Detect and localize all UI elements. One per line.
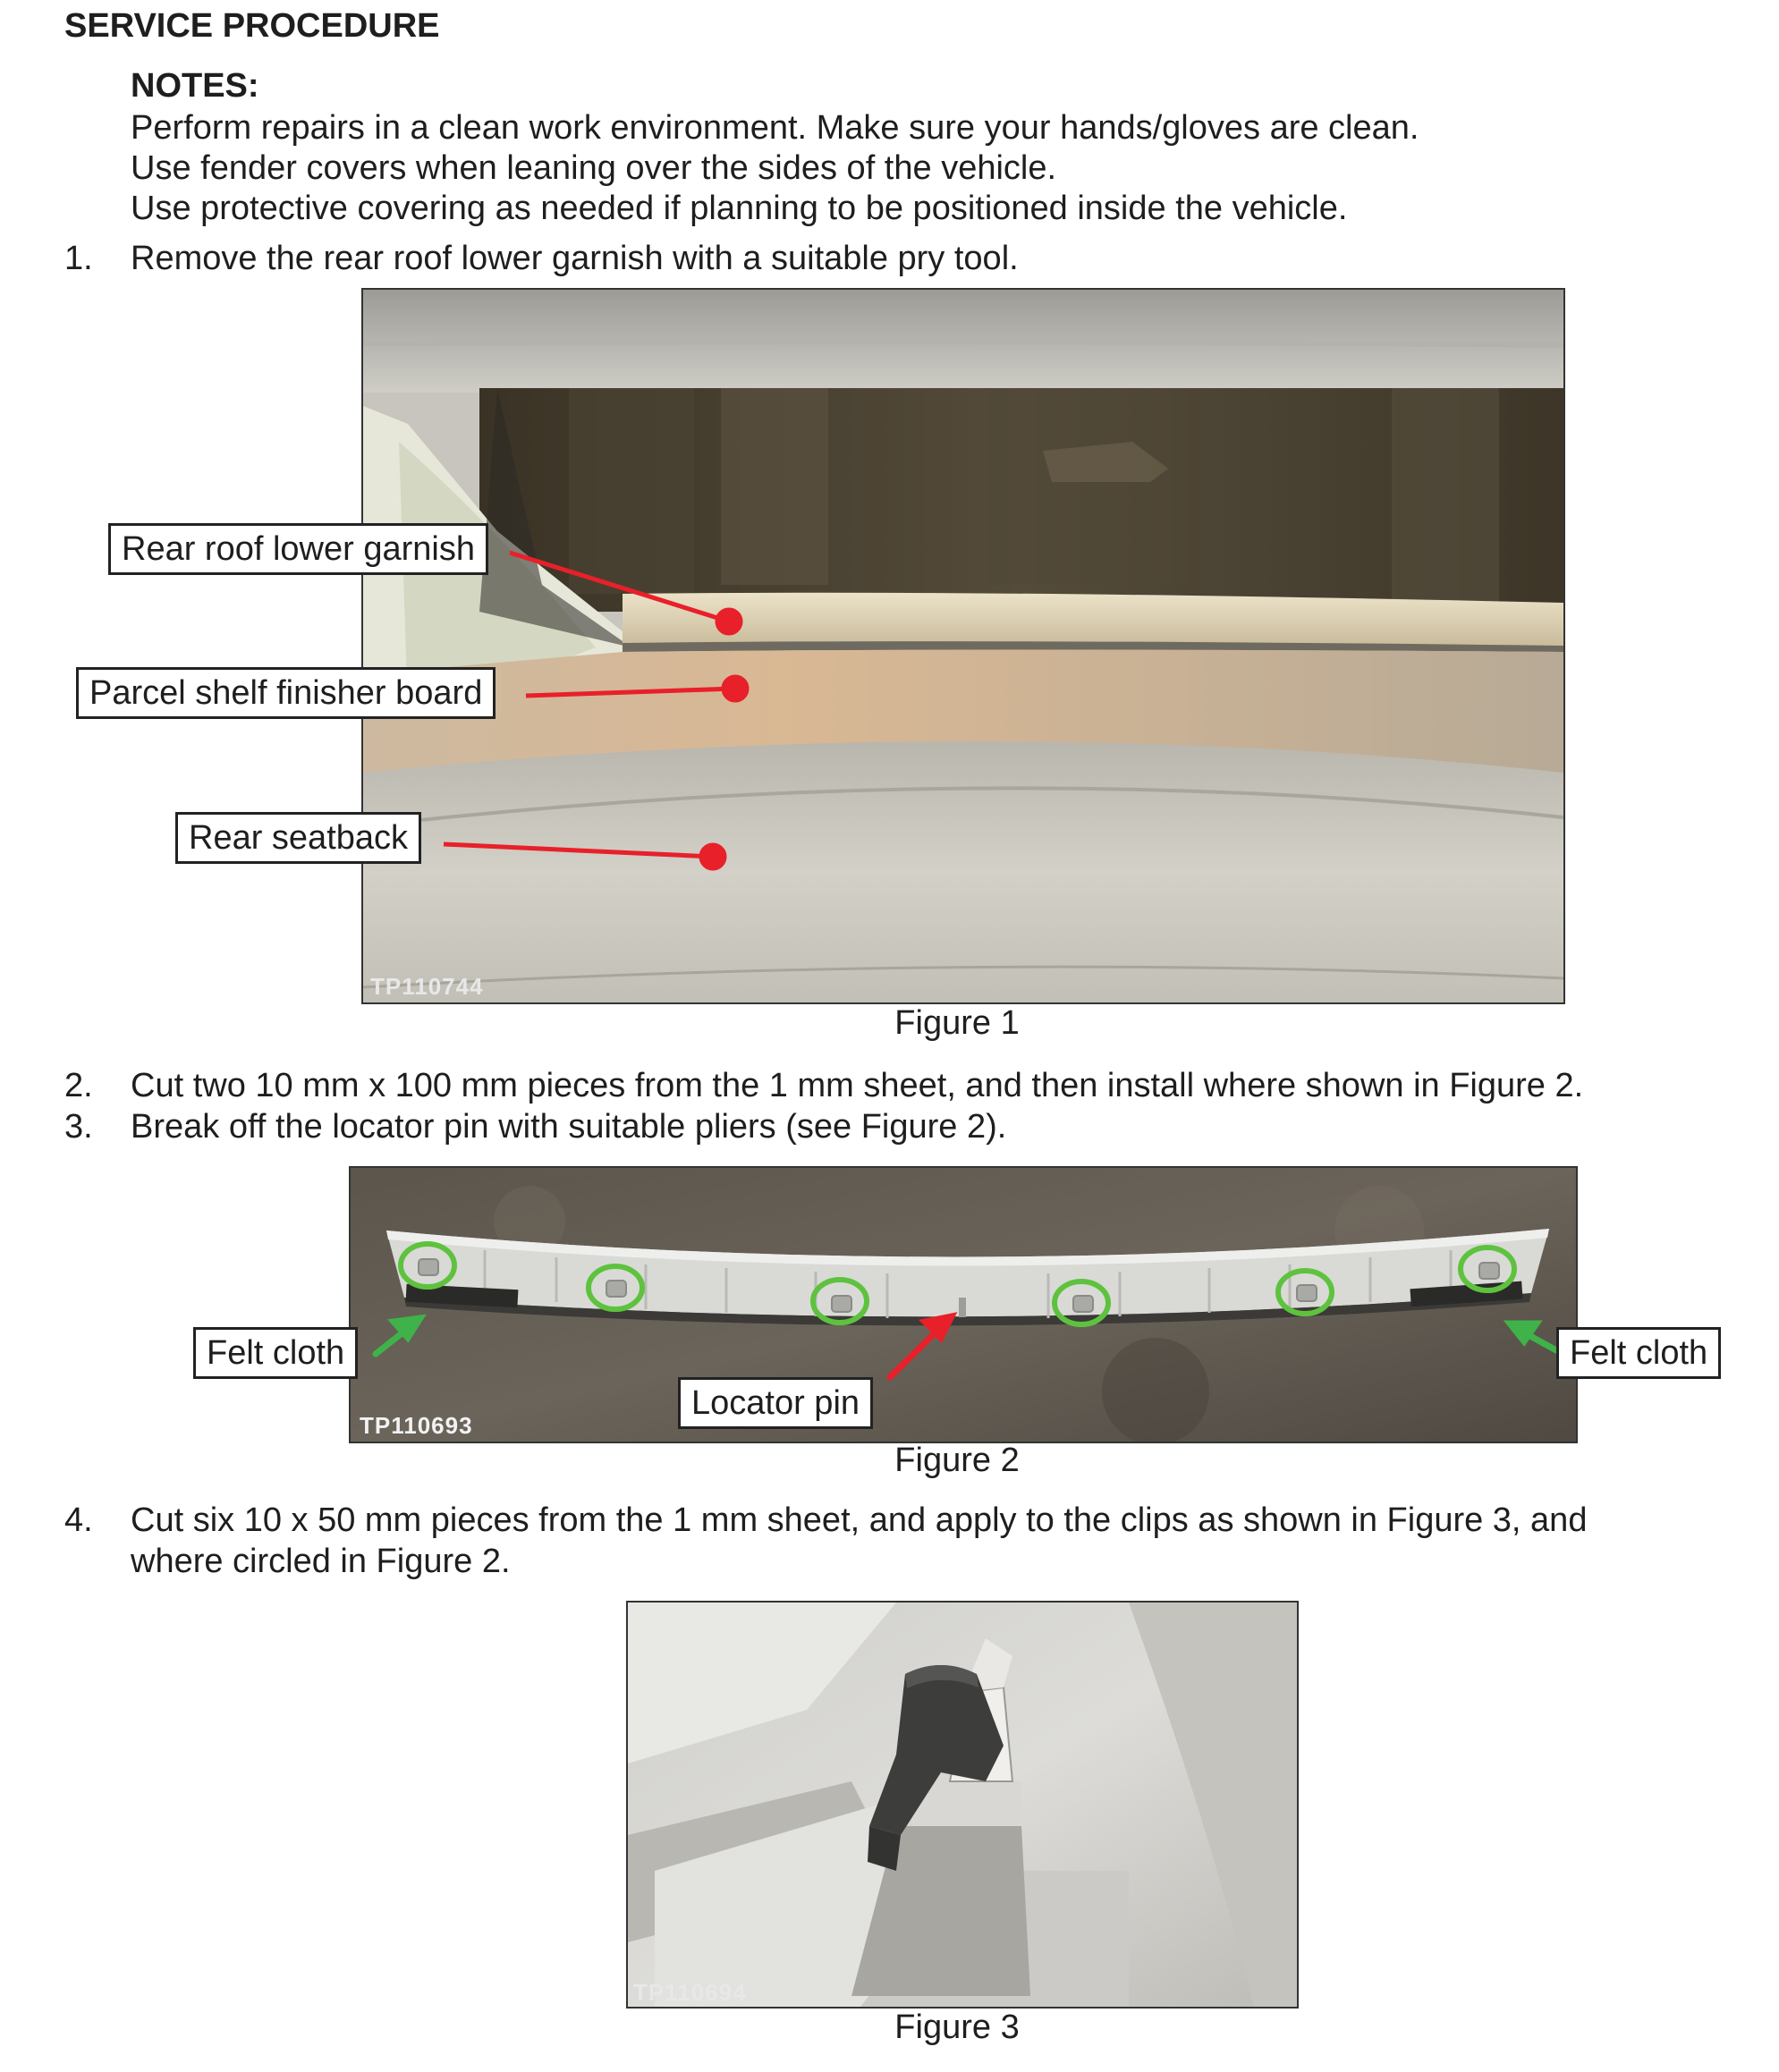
rear-window-photo-illustration — [363, 290, 1563, 1002]
figure-caption: Figure 1 — [894, 1004, 1020, 1042]
photo-id-label: TP110744 — [370, 973, 484, 1000]
step-number: 3. — [64, 1108, 93, 1146]
step-text: Remove the rear roof lower garnish with a suitable pry tool. — [131, 240, 1019, 277]
garnish-underside-illustration — [351, 1168, 1576, 1442]
step-text-continued: where circled in Figure 2. — [131, 1543, 511, 1580]
step-number: 2. — [64, 1067, 93, 1104]
note-line: Perform repairs in a clean work environment. Make sure your hands/gloves are clean. — [131, 109, 1419, 147]
figure-3-photo — [626, 1601, 1299, 2009]
photo-id-label: TP110693 — [360, 1412, 473, 1439]
step-text: Cut six 10 x 50 mm pieces from the 1 mm sheet, and apply to the clips as shown in Figure 3, and — [131, 1501, 1588, 1539]
step-number: 1. — [64, 240, 93, 277]
figure-1-photo — [361, 288, 1565, 1004]
step-text: Break off the locator pin with suitable pliers (see Figure 2). — [131, 1108, 1007, 1146]
callout-rear-roof-lower-garnish: Rear roof lower garnish — [108, 523, 488, 575]
callout-locator-pin: Locator pin — [678, 1377, 873, 1429]
photo-id-label: TP110694 — [633, 1979, 747, 2006]
callout-rear-seatback: Rear seatback — [175, 812, 421, 864]
callout-felt-cloth-right: Felt cloth — [1556, 1327, 1721, 1379]
callout-parcel-shelf-finisher-board: Parcel shelf finisher board — [76, 667, 496, 719]
note-line: Use protective covering as needed if planning to be positioned inside the vehicle. — [131, 190, 1348, 227]
figure-caption: Figure 3 — [894, 2009, 1020, 2046]
callout-felt-cloth-left: Felt cloth — [193, 1327, 358, 1379]
figure-caption: Figure 2 — [894, 1442, 1020, 1479]
figure-2-photo — [349, 1166, 1578, 1443]
clip-with-felt-illustration — [628, 1603, 1297, 2007]
section-heading: SERVICE PROCEDURE — [64, 7, 440, 45]
step-number: 4. — [64, 1501, 93, 1539]
note-line: Use fender covers when leaning over the sides of the vehicle. — [131, 149, 1057, 187]
step-text: Cut two 10 mm x 100 mm pieces from the 1 mm sheet, and then install where shown in Figure 2. — [131, 1067, 1584, 1104]
notes-title: NOTES: — [131, 67, 259, 105]
